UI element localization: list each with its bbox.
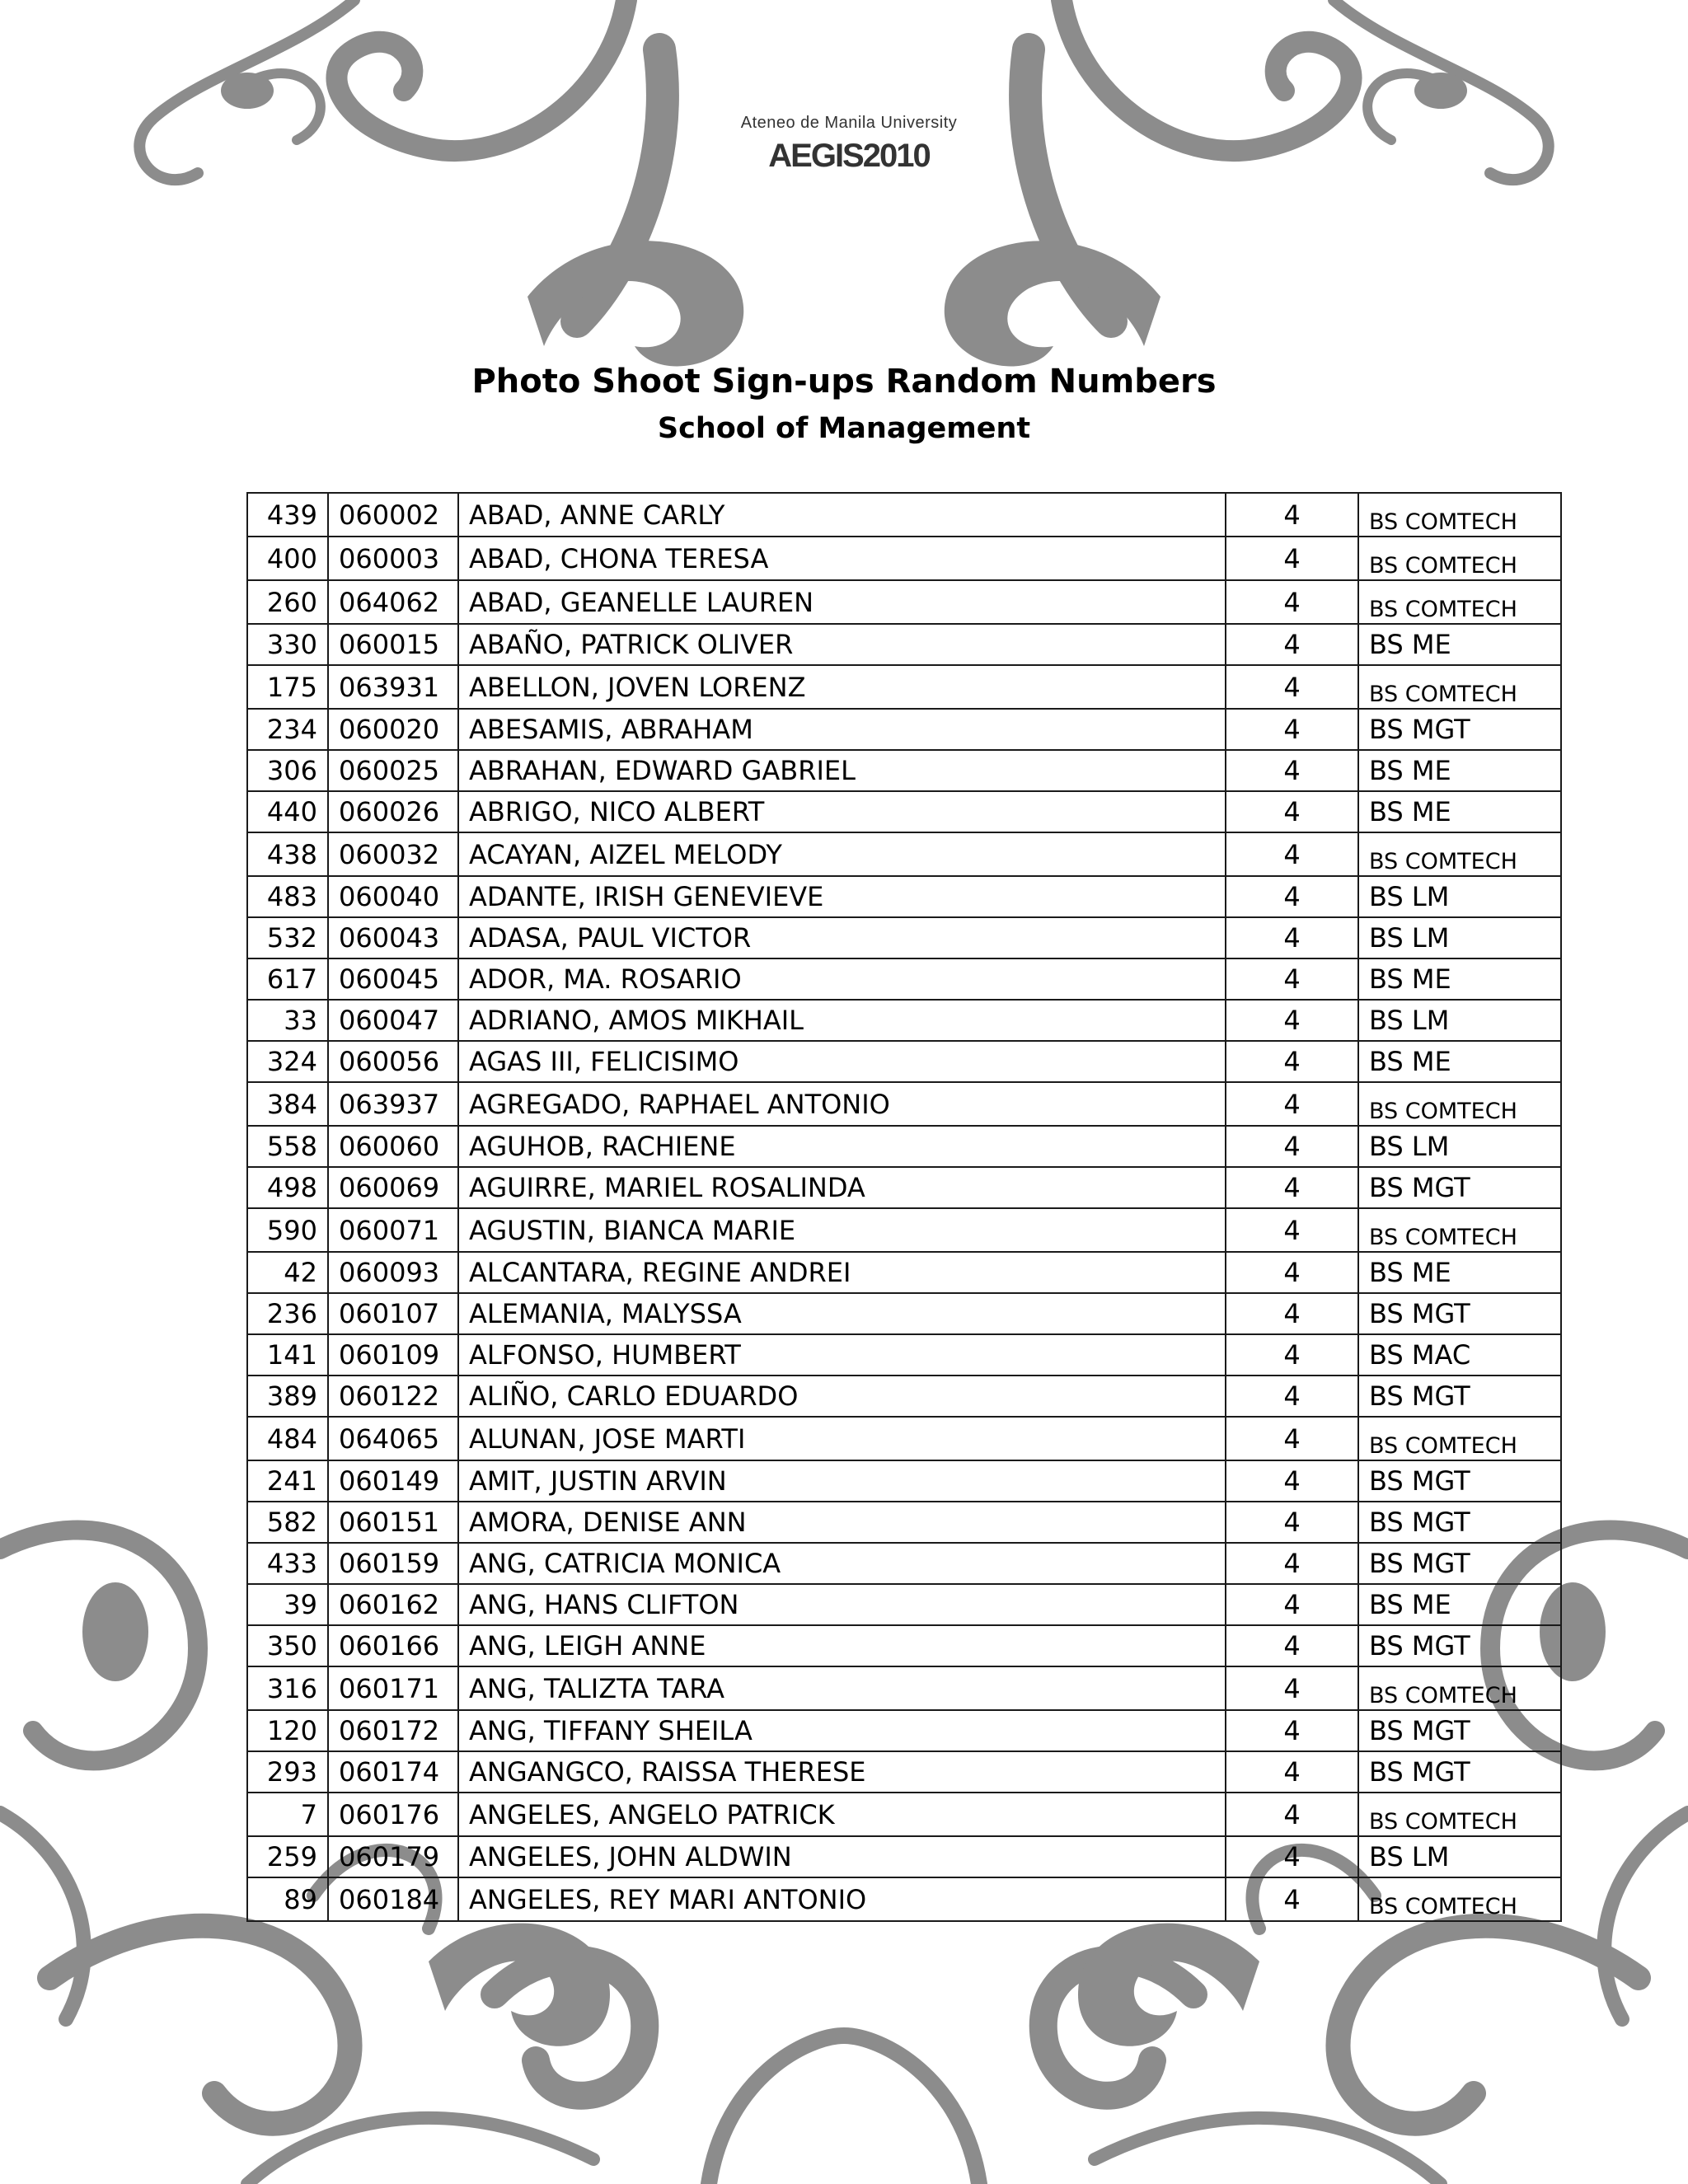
student-name-cell: ABAD, ANNE CARLY [458,493,1226,537]
course-cell: BS COMTECH [1358,493,1561,537]
course-cell: BS MGT [1358,1293,1561,1334]
id-number-cell: 060056 [328,1041,458,1082]
table-row [247,1167,1561,1208]
random-number-cell: 293 [247,1751,328,1793]
table-row [247,1666,1561,1710]
random-number-cell: 483 [247,876,328,917]
table-row [247,1252,1561,1293]
course-cell: BS MGT [1358,1460,1561,1502]
random-number-cell: 260 [247,580,328,624]
course-cell: BS MGT [1358,1625,1561,1666]
id-number-cell: 060020 [328,709,458,750]
year-level-cell: 4 [1226,1208,1358,1252]
random-number-cell: 498 [247,1167,328,1208]
id-number-cell: 060071 [328,1208,458,1252]
year-level-cell: 4 [1226,709,1358,750]
year-level-cell: 4 [1226,832,1358,876]
random-number-cell: 440 [247,791,328,832]
table-row [247,1417,1561,1460]
year-level-cell: 4 [1226,1460,1358,1502]
random-number-cell: 484 [247,1417,328,1460]
course-cell: BS MGT [1358,1376,1561,1417]
table-row [247,709,1561,750]
year-level-cell: 4 [1226,1666,1358,1710]
year-level-cell: 4 [1226,1082,1358,1126]
student-name-cell: AGUIRRE, MARIEL ROSALINDA [458,1167,1226,1208]
id-number-cell: 060032 [328,832,458,876]
student-name-cell: AGUHOB, RACHIENE [458,1126,1226,1167]
table-row [247,832,1561,876]
table-row [247,1836,1561,1877]
student-name-cell: ABRIGO, NICO ALBERT [458,791,1226,832]
course-cell: BS LM [1358,1836,1561,1877]
random-number-cell: 89 [247,1877,328,1921]
year-level-cell: 4 [1226,1126,1358,1167]
course-cell: BS LM [1358,1000,1561,1041]
roster-table [246,492,1562,1922]
year-level-cell: 4 [1226,580,1358,624]
course-cell: BS MGT [1358,1167,1561,1208]
id-number-cell: 060040 [328,876,458,917]
course-cell: BS COMTECH [1358,1417,1561,1460]
student-name-cell: ANG, CATRICIA MONICA [458,1543,1226,1584]
random-number-cell: 330 [247,624,328,665]
course-cell: BS ME [1358,750,1561,791]
random-number-cell: 389 [247,1376,328,1417]
id-number-cell: 060184 [328,1877,458,1921]
student-name-cell: ADRIANO, AMOS MIKHAIL [458,1000,1226,1041]
id-number-cell: 060069 [328,1167,458,1208]
course-cell: BS COMTECH [1358,1793,1561,1836]
aegis-logo [684,114,1014,221]
year-level-cell: 4 [1226,537,1358,580]
student-name-cell: ALFONSO, HUMBERT [458,1334,1226,1376]
year-level-cell: 4 [1226,1543,1358,1584]
table-row [247,1460,1561,1502]
id-number-cell: 060149 [328,1460,458,1502]
year-level-cell: 4 [1226,791,1358,832]
year-level-cell: 4 [1226,1584,1358,1625]
student-name-cell: ANGELES, REY MARI ANTONIO [458,1877,1226,1921]
logo-university-text: Ateneo de Manila University [740,114,958,132]
student-name-cell: ABAD, CHONA TERESA [458,537,1226,580]
student-name-cell: ABAD, GEANELLE LAUREN [458,580,1226,624]
table-row [247,1293,1561,1334]
random-number-cell: 438 [247,832,328,876]
random-number-cell: 532 [247,917,328,958]
course-cell: BS COMTECH [1358,580,1561,624]
id-number-cell: 060015 [328,624,458,665]
year-level-cell: 4 [1226,1252,1358,1293]
course-cell: BS LM [1358,917,1561,958]
random-number-cell: 175 [247,665,328,709]
student-name-cell: ANG, TALIZTA TARA [458,1666,1226,1710]
id-number-cell: 060060 [328,1126,458,1167]
student-name-cell: ADOR, MA. ROSARIO [458,958,1226,1000]
random-number-cell: 241 [247,1460,328,1502]
year-level-cell: 4 [1226,1000,1358,1041]
table-row [247,1751,1561,1793]
course-cell: BS COMTECH [1358,832,1561,876]
page-title: Photo Shoot Sign-ups Random Numbers [471,363,1217,401]
table-row [247,791,1561,832]
course-cell: BS ME [1358,1041,1561,1082]
page-subtitle: School of Management [657,412,1031,445]
course-cell: BS COMTECH [1358,665,1561,709]
course-cell: BS COMTECH [1358,537,1561,580]
student-name-cell: ANG, LEIGH ANNE [458,1625,1226,1666]
year-level-cell: 4 [1226,1793,1358,1836]
year-level-cell: 4 [1226,1710,1358,1751]
year-level-cell: 4 [1226,1334,1358,1376]
id-number-cell: 060174 [328,1751,458,1793]
random-number-cell: 42 [247,1252,328,1293]
student-name-cell: ABRAHAN, EDWARD GABRIEL [458,750,1226,791]
course-cell: BS MGT [1358,709,1561,750]
random-number-cell: 439 [247,493,328,537]
course-cell: BS ME [1358,958,1561,1000]
random-number-cell: 324 [247,1041,328,1082]
student-name-cell: ALIÑO, CARLO EDUARDO [458,1376,1226,1417]
student-name-cell: ANG, TIFFANY SHEILA [458,1710,1226,1751]
id-number-cell: 060151 [328,1502,458,1543]
random-number-cell: 350 [247,1625,328,1666]
course-cell: BS LM [1358,1126,1561,1167]
student-name-cell: ABELLON, JOVEN LORENZ [458,665,1226,709]
random-number-cell: 259 [247,1836,328,1877]
course-cell: BS MGT [1358,1502,1561,1543]
random-number-cell: 316 [247,1666,328,1710]
table-row [247,493,1561,537]
year-level-cell: 4 [1226,750,1358,791]
course-cell: BS MGT [1358,1543,1561,1584]
year-level-cell: 4 [1226,917,1358,958]
id-number-cell: 060025 [328,750,458,791]
student-name-cell: ALEMANIA, MALYSSA [458,1293,1226,1334]
course-cell: BS MGT [1358,1751,1561,1793]
course-cell: BS COMTECH [1358,1666,1561,1710]
id-number-cell: 060026 [328,791,458,832]
year-level-cell: 4 [1226,1502,1358,1543]
random-number-cell: 558 [247,1126,328,1167]
table-row [247,1502,1561,1543]
id-number-cell: 063937 [328,1082,458,1126]
table-row [247,580,1561,624]
random-number-cell: 33 [247,1000,328,1041]
student-name-cell: AGAS III, FELICISIMO [458,1041,1226,1082]
random-number-cell: 590 [247,1208,328,1252]
student-name-cell: AMIT, JUSTIN ARVIN [458,1460,1226,1502]
random-number-cell: 39 [247,1584,328,1625]
student-name-cell: ABESAMIS, ABRAHAM [458,709,1226,750]
random-number-cell: 7 [247,1793,328,1836]
table-row [247,917,1561,958]
id-number-cell: 063931 [328,665,458,709]
table-row [247,1126,1561,1167]
year-level-cell: 4 [1226,1167,1358,1208]
id-number-cell: 060093 [328,1252,458,1293]
student-name-cell: ANGANGCO, RAISSA THERESE [458,1751,1226,1793]
year-level-cell: 4 [1226,493,1358,537]
student-name-cell: ACAYAN, AIZEL MELODY [458,832,1226,876]
id-number-cell: 060122 [328,1376,458,1417]
random-number-cell: 236 [247,1293,328,1334]
table-row [247,1041,1561,1082]
id-number-cell: 060162 [328,1584,458,1625]
course-cell: BS COMTECH [1358,1208,1561,1252]
year-level-cell: 4 [1226,1293,1358,1334]
course-cell: BS COMTECH [1358,1082,1561,1126]
table-row [247,876,1561,917]
year-level-cell: 4 [1226,1041,1358,1082]
course-cell: BS ME [1358,624,1561,665]
table-row [247,1000,1561,1041]
year-level-cell: 4 [1226,1836,1358,1877]
table-row [247,1376,1561,1417]
table-row [247,1082,1561,1126]
student-name-cell: AGUSTIN, BIANCA MARIE [458,1208,1226,1252]
table-row [247,750,1561,791]
table-row [247,1543,1561,1584]
id-number-cell: 060107 [328,1293,458,1334]
table-row [247,1710,1561,1751]
random-number-cell: 433 [247,1543,328,1584]
table-row [247,958,1561,1000]
course-cell: BS ME [1358,791,1561,832]
id-number-cell: 060002 [328,493,458,537]
year-level-cell: 4 [1226,624,1358,665]
course-cell: BS ME [1358,1584,1561,1625]
table-row [247,537,1561,580]
id-number-cell: 060172 [328,1710,458,1751]
id-number-cell: 060043 [328,917,458,958]
table-row [247,1208,1561,1252]
student-name-cell: AMORA, DENISE ANN [458,1502,1226,1543]
student-name-cell: ALCANTARA, REGINE ANDREI [458,1252,1226,1293]
table-row [247,665,1561,709]
student-name-cell: ADASA, PAUL VICTOR [458,917,1226,958]
random-number-cell: 617 [247,958,328,1000]
id-number-cell: 060171 [328,1666,458,1710]
roster-table-body [247,493,1561,1921]
id-number-cell: 060176 [328,1793,458,1836]
year-level-cell: 4 [1226,1877,1358,1921]
student-name-cell: ANG, HANS CLIFTON [458,1584,1226,1625]
year-level-cell: 4 [1226,958,1358,1000]
year-level-cell: 4 [1226,665,1358,709]
id-number-cell: 060179 [328,1836,458,1877]
random-number-cell: 400 [247,537,328,580]
student-name-cell: AGREGADO, RAPHAEL ANTONIO [458,1082,1226,1126]
student-name-cell: ANGELES, JOHN ALDWIN [458,1836,1226,1877]
id-number-cell: 060109 [328,1334,458,1376]
year-level-cell: 4 [1226,876,1358,917]
id-number-cell: 060166 [328,1625,458,1666]
course-cell: BS LM [1358,876,1561,917]
table-row [247,1793,1561,1836]
id-number-cell: 064062 [328,580,458,624]
id-number-cell: 060047 [328,1000,458,1041]
course-cell: BS MGT [1358,1710,1561,1751]
table-row [247,1625,1561,1666]
random-number-cell: 120 [247,1710,328,1751]
table-row [247,1877,1561,1921]
course-cell: BS MAC [1358,1334,1561,1376]
year-level-cell: 4 [1226,1417,1358,1460]
year-level-cell: 4 [1226,1376,1358,1417]
random-number-cell: 384 [247,1082,328,1126]
student-name-cell: ANGELES, ANGELO PATRICK [458,1793,1226,1836]
id-number-cell: 064065 [328,1417,458,1460]
random-number-cell: 141 [247,1334,328,1376]
table-row [247,1334,1561,1376]
year-level-cell: 4 [1226,1751,1358,1793]
id-number-cell: 060159 [328,1543,458,1584]
course-cell: BS ME [1358,1252,1561,1293]
random-number-cell: 582 [247,1502,328,1543]
random-number-cell: 234 [247,709,328,750]
table-row [247,1584,1561,1625]
course-cell: BS COMTECH [1358,1877,1561,1921]
random-number-cell: 306 [247,750,328,791]
id-number-cell: 060045 [328,958,458,1000]
year-level-cell: 4 [1226,1625,1358,1666]
table-row [247,624,1561,665]
logo-title-text: AEGIS2010 [768,138,930,174]
student-name-cell: ABAÑO, PATRICK OLIVER [458,624,1226,665]
student-name-cell: ALUNAN, JOSE MARTI [458,1417,1226,1460]
id-number-cell: 060003 [328,537,458,580]
student-name-cell: ADANTE, IRISH GENEVIEVE [458,876,1226,917]
